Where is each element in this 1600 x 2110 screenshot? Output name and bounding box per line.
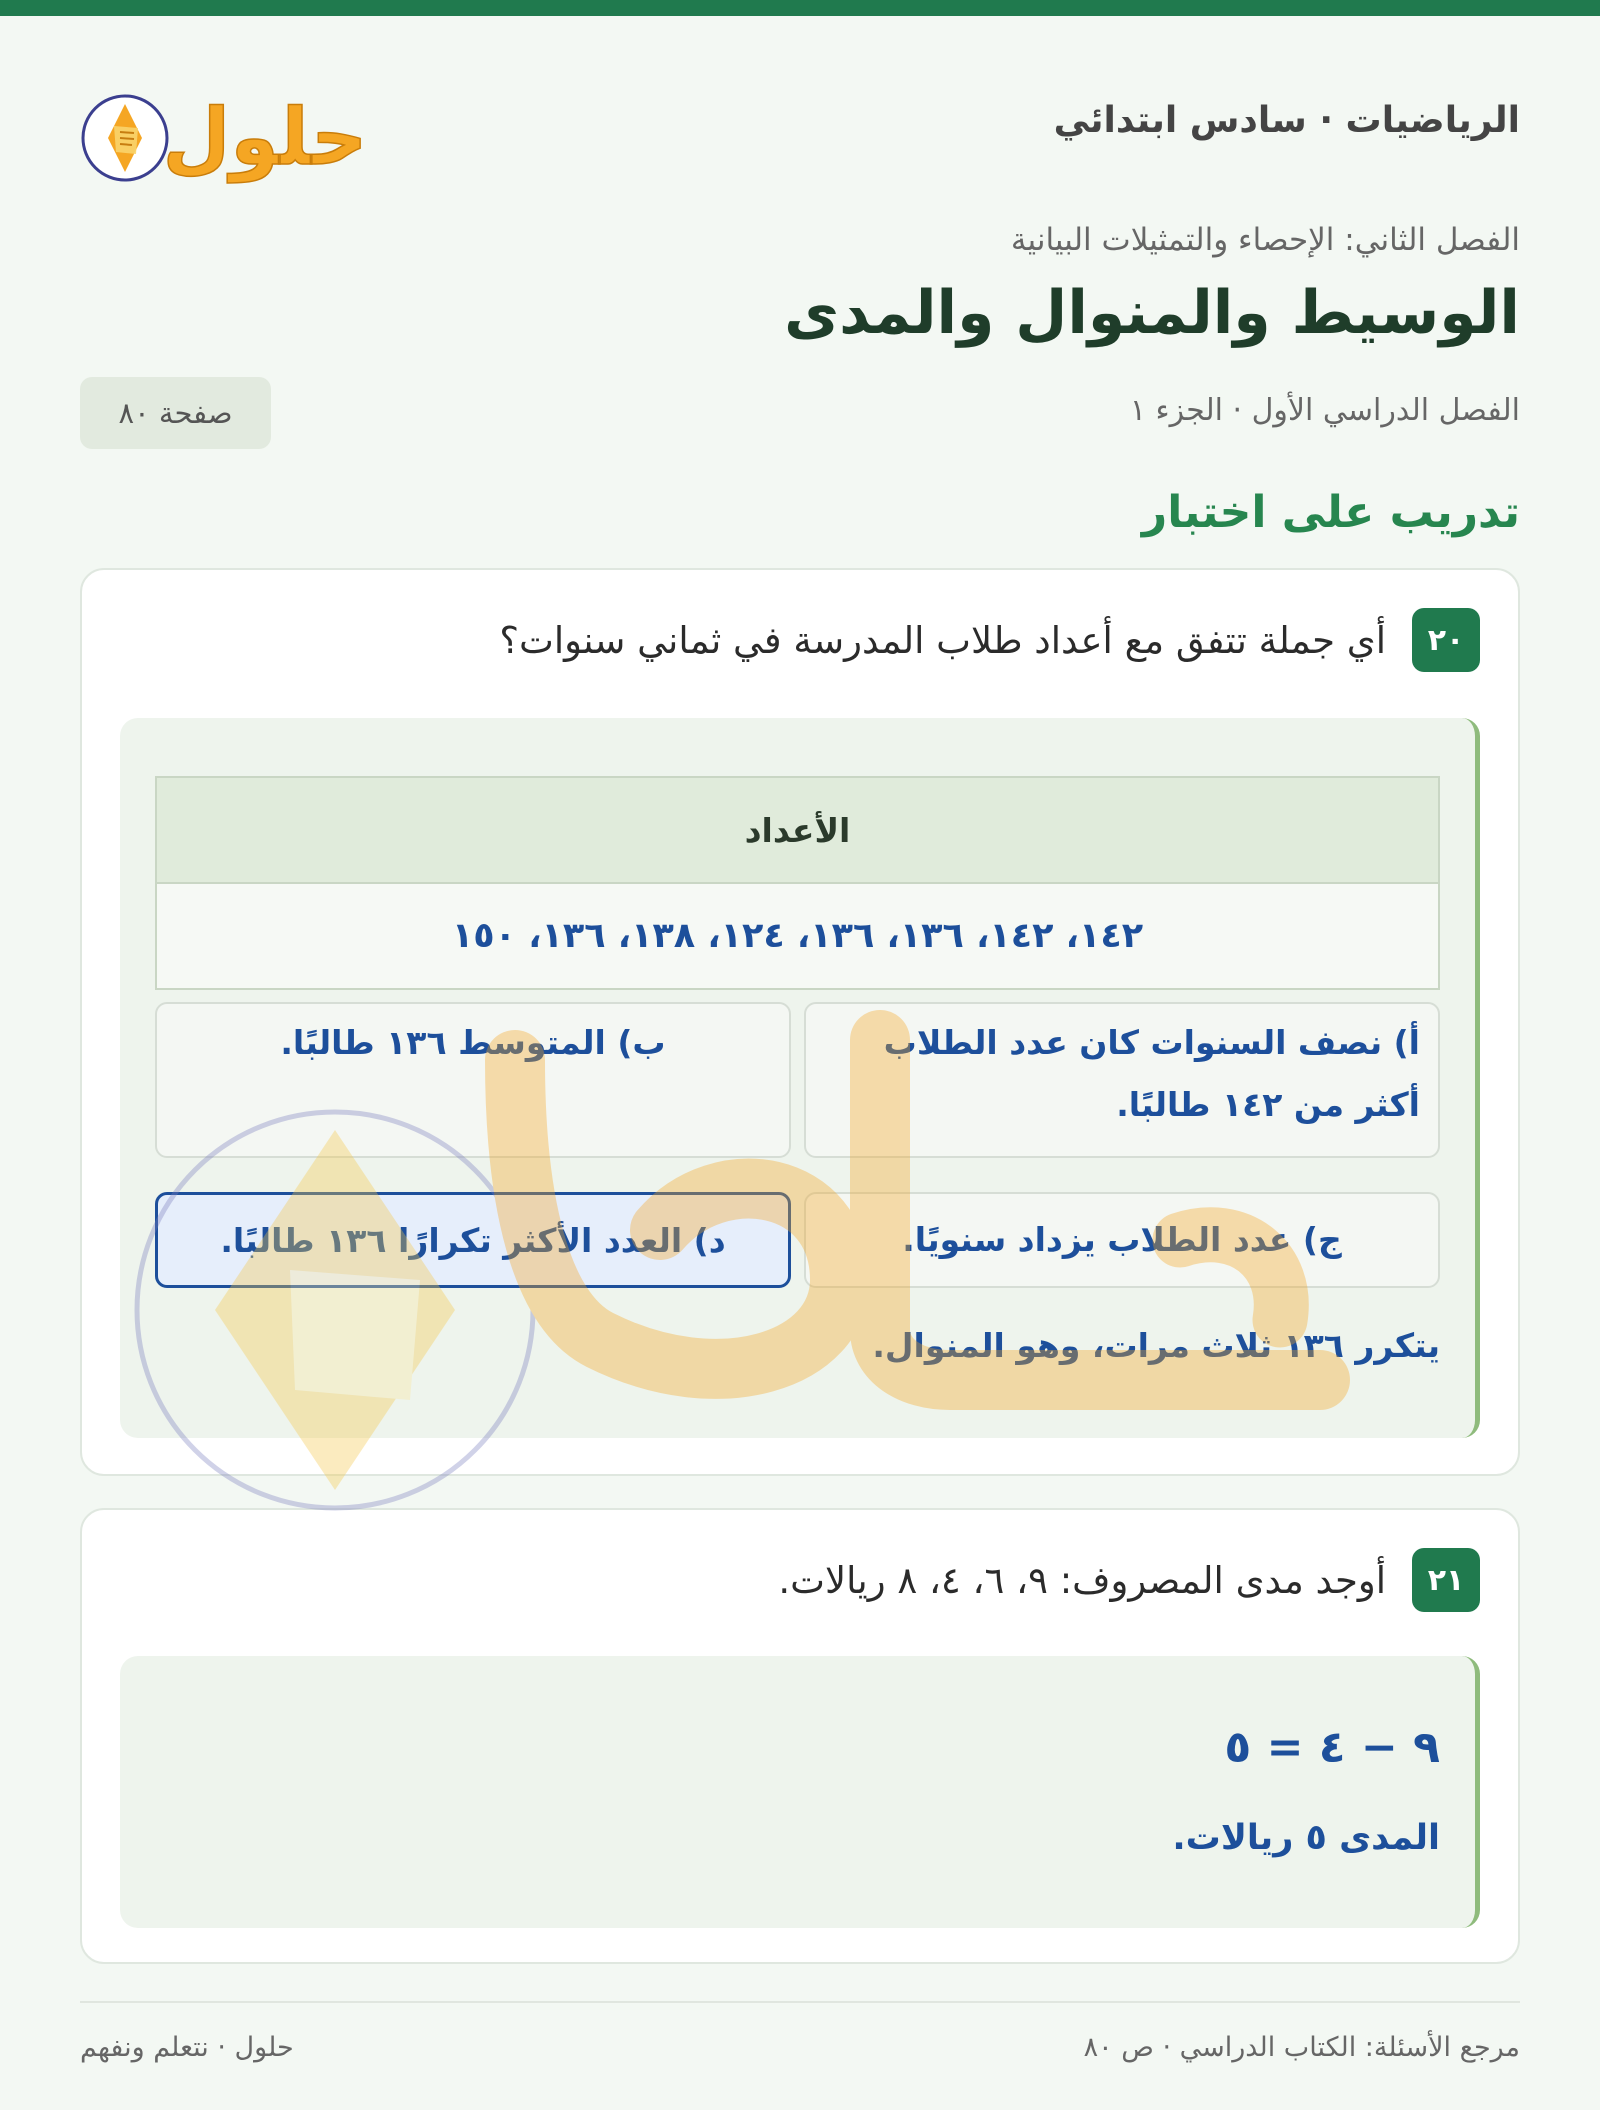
hulul-logo[interactable] <box>80 66 370 196</box>
question-card-20 <box>80 568 1520 1476</box>
top-accent-bar <box>0 0 1600 16</box>
option-a[interactable]: أ) نصف السنوات كان عدد الطلاب أكثر من ١٤٢ طالبًا. <box>804 1002 1440 1158</box>
range-calculation: ٩ − ٤ = ٥ <box>1224 1722 1440 1773</box>
option-b[interactable]: ب) المتوسط ١٣٦ طالبًا. <box>155 1002 791 1158</box>
lesson-title: الوسيط والمنوال والمدى <box>784 278 1520 348</box>
subject-label: الرياضيات · سادس ابتدائي <box>1053 100 1520 141</box>
footer-reference: مرجع الأسئلة: الكتاب الدراسي · ص ٨٠ <box>1083 2032 1520 2063</box>
option-d-selected[interactable]: د) العدد الأكثر تكرارًا ١٣٦ طالبًا. <box>155 1192 791 1288</box>
footer-divider <box>80 2001 1520 2003</box>
footer-brand: حلول · نتعلم ونفهم <box>80 2032 294 2063</box>
option-c[interactable]: ج) عدد الطلاب يزداد سنويًا. <box>804 1192 1440 1288</box>
question-card-21 <box>80 1508 1520 1964</box>
question-text: أوجد مدى المصروف: ٩، ٦، ٤، ٨ ريالات. <box>778 1558 1386 1602</box>
data-table <box>155 776 1440 990</box>
svg-text:حلول: حلول <box>162 93 368 183</box>
question-number: ٢٠ <box>1412 608 1480 672</box>
question-text: أي جملة تتفق مع أعداد طلاب المدرسة في ثماني سنوات؟ <box>499 618 1386 662</box>
question-header <box>499 608 1480 672</box>
table-header-row <box>156 777 1439 883</box>
table-values: ١٤٢، ١٤٢، ١٣٦، ١٣٦، ١٢٤، ١٣٨، ١٣٦، ١٥٠ <box>156 883 1439 989</box>
explanation: يتكرر ١٣٦ ثلاث مرات، وهو المنوال. <box>872 1326 1440 1365</box>
table-row <box>156 883 1439 989</box>
answer-box <box>120 1656 1480 1928</box>
page-badge: صفحة ٨٠ <box>80 377 271 449</box>
question-header <box>778 1548 1480 1612</box>
section-title: تدريب على اختبار <box>1141 487 1520 538</box>
range-answer: المدى ٥ ريالات. <box>1172 1818 1440 1858</box>
header <box>80 56 1520 206</box>
chapter-label: الفصل الثاني: الإحصاء والتمثيلات البيانية <box>1010 222 1520 258</box>
answer-box <box>120 718 1480 1438</box>
term-label: الفصل الدراسي الأول · الجزء ١ <box>1129 393 1520 428</box>
logo-icon <box>80 66 370 196</box>
question-number: ٢١ <box>1412 1548 1480 1612</box>
table-header: الأعداد <box>156 777 1439 883</box>
